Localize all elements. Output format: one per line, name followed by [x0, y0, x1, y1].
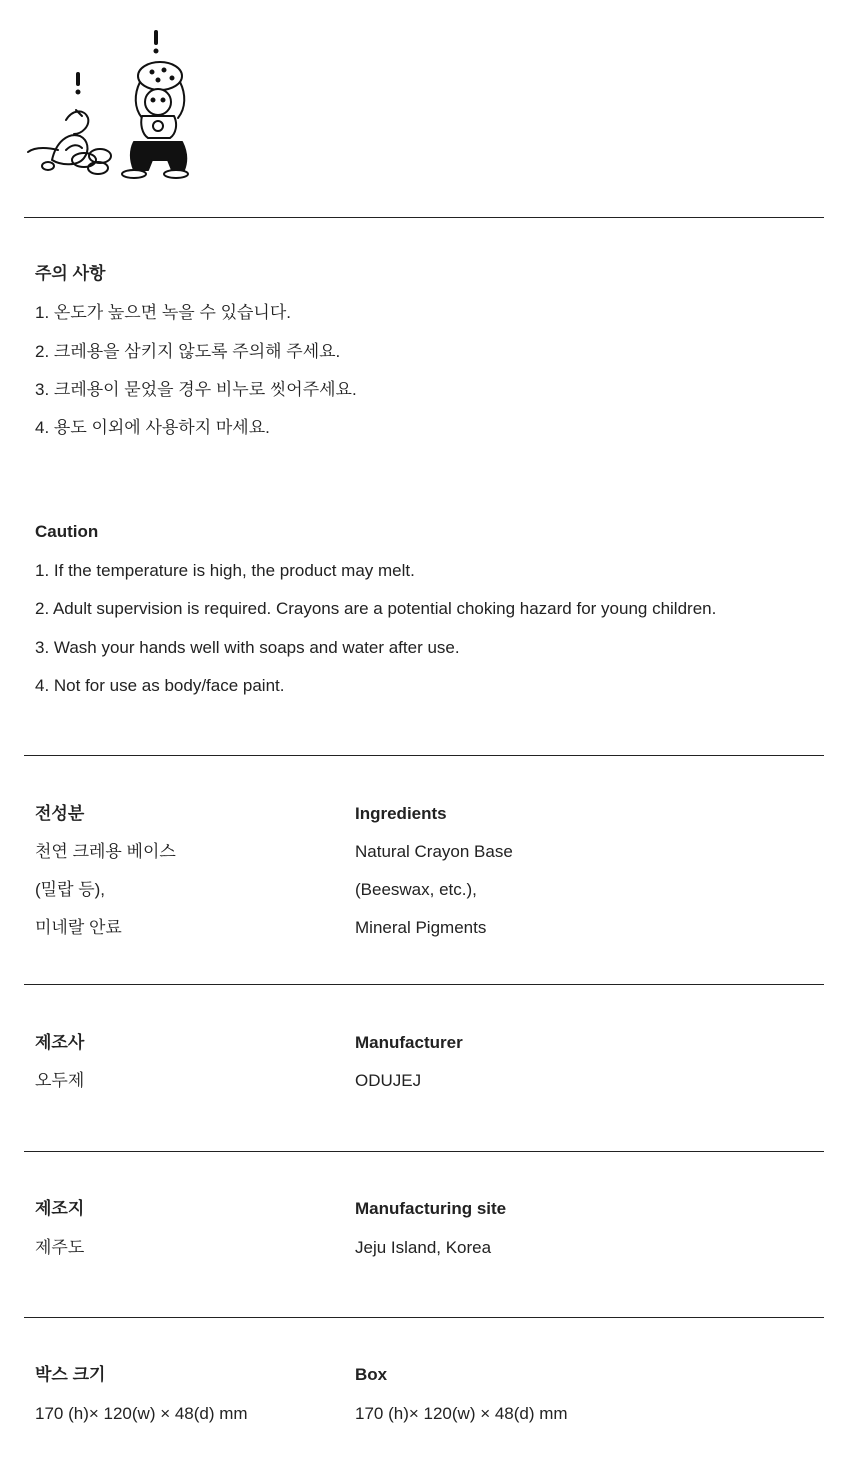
site-ko-value: 제주도	[35, 1238, 85, 1257]
caution-en-item: 2. Adult supervision is required. Crayons are a potential choking hazard for young children.	[35, 599, 717, 618]
ingredients-ko-line: 미네랄 안료	[35, 918, 122, 937]
caution-en-item: 4. Not for use as body/face paint.	[35, 676, 285, 695]
exclamation-left-icon	[76, 72, 81, 95]
fallen-character-icon	[28, 110, 111, 174]
ingredients-en-line: Natural Crayon Base	[355, 842, 513, 861]
divider	[24, 1317, 824, 1318]
exclamation-right-icon	[154, 30, 159, 54]
caution-ko-item: 2. 크레용을 삼키지 않도록 주의해 주세요.	[35, 342, 341, 361]
manufacturer-en-value: ODUJEJ	[355, 1071, 422, 1090]
ingredients-en-line: Mineral Pigments	[355, 918, 487, 937]
manufacturer-en-title: Manufacturer	[355, 1033, 463, 1052]
ingredients-en-title: Ingredients	[355, 804, 447, 823]
divider	[24, 1151, 824, 1152]
box-ko-title: 박스 크기	[35, 1365, 106, 1384]
ingredients-en-line: (Beeswax, etc.),	[355, 880, 477, 899]
ingredients-ko-line: (밀랍 등),	[35, 880, 106, 899]
caution-ko-item: 3. 크레용이 묻었을 경우 비누로 씻어주세요.	[35, 380, 357, 399]
caution-ko-title: 주의 사항	[35, 264, 106, 283]
site-ko-title: 제조지	[35, 1199, 85, 1218]
caution-ko-item: 1. 온도가 높으면 녹을 수 있습니다.	[35, 303, 292, 322]
caution-en-title: Caution	[35, 522, 99, 541]
caution-en-item: 3. Wash your hands well with soaps and water after use.	[35, 638, 460, 657]
manufacturer-ko-title: 제조사	[35, 1033, 85, 1052]
standing-character-icon	[122, 62, 188, 178]
cartoon-illustration-icon	[22, 24, 194, 184]
divider	[24, 755, 824, 756]
ingredients-ko-line: 천연 크레용 베이스	[35, 842, 176, 861]
site-en-title: Manufacturing site	[355, 1199, 507, 1218]
site-en-value: Jeju Island, Korea	[355, 1238, 492, 1257]
box-en-title: Box	[355, 1365, 388, 1384]
manufacturer-ko-value: 오두제	[35, 1071, 85, 1090]
box-ko-value: 170 (h)× 120(w) × 48(d) mm	[35, 1404, 248, 1423]
caution-en-item: 1. If the temperature is high, the product may melt.	[35, 561, 415, 580]
divider	[24, 217, 824, 218]
box-en-value: 170 (h)× 120(w) × 48(d) mm	[355, 1404, 568, 1423]
caution-ko-item: 4. 용도 이외에 사용하지 마세요.	[35, 418, 270, 437]
ingredients-ko-title: 전성분	[35, 804, 85, 823]
divider	[24, 984, 824, 985]
